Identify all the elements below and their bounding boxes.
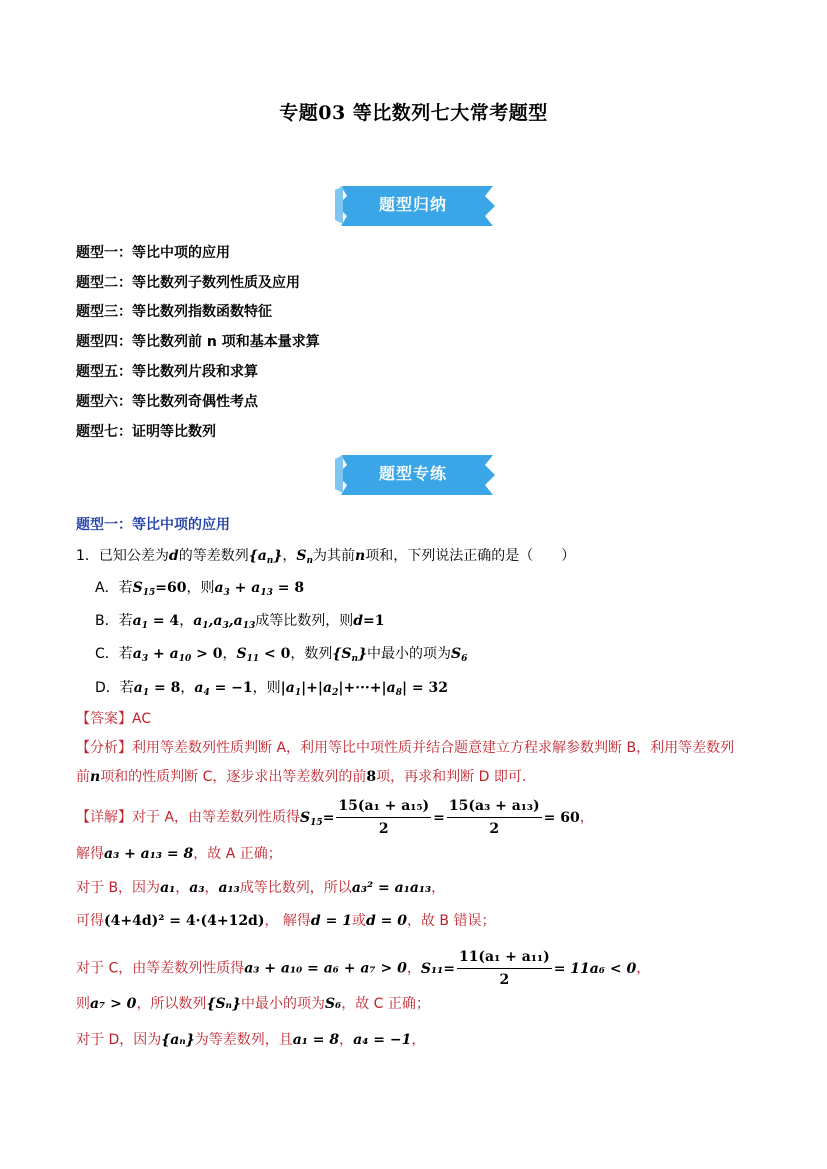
toc-item-5: 题型五：等比数列片段和求算 [76,364,258,380]
detail-line-1: 【详解】对于 A，由等差数列性质得$S_{15}=$ $\frac{\text{15(a₁ + a₁₅)}}{2}$ = $\frac{\text{15(a₃ + a₁₃)}}{2}$ = 60， [76,795,594,840]
banner-practice [333,453,501,497]
toc-item-1: 题型一：等比中项的应用 [76,245,230,261]
banner-summary-label: 题型归纳 [378,195,447,214]
option-d: D．若$a_1 = 8$，$a_4 = -1$，则$|a_1|+|a_2|+\cdot\cdot\cdot+|a_8| = 32$ [95,680,449,698]
detail-line-6: 则a₇ > 0，所以数列{Sₙ}中最小的项为S₆，故 C 正确； [76,996,430,1012]
detail-line-7: 对于 D，因为{aₙ}为等差数列，且a₁ = 8，a₄ = −1， [76,1032,426,1048]
toc-item-4: 题型四：等比数列前 n 项和基本量求算 [76,334,320,350]
banner-summary [333,184,501,228]
analysis-line-1: 【分析】利用等差数列性质判断 A，利用等比中项性质并结合题意建立方程求解参数判断 B，利用等差数列 [76,740,735,756]
option-c: C．若$a_3 + a_{10} > 0$，$S_{11} < 0$，数列$\{S_n\}$中最小的项为$S_6$ [95,646,468,664]
toc-item-3: 题型三：等比数列指数函数特征 [76,304,272,320]
detail-line-4: 可得(4+4d)² = 4·(4+12d)， 解得d = 1或d = 0，故 B 错误； [76,913,496,929]
detail-line-3: 对于 B，因为a₁，a₃，a₁₃成等比数列，所以a₃² = a₁a₁₃， [76,880,446,896]
detail-line-5: 对于 C，由等差数列性质得a₃ + a₁₀ = a₆ + a₇ > 0，S₁₁= $\frac{\text{11(a₁ + a₁₁)}}{2}$ = 11a₆ < 0， [76,946,650,991]
document-title: 专题03 等比数列七大常考题型 [279,102,548,124]
toc-item-6: 题型六：等比数列奇偶性考点 [76,394,258,410]
analysis-line-2: 前n项和的性质判断 C，逐步求出等差数列的前8项，再求和判断 D 即可. [76,769,527,785]
detail-line-2: 解得a₃ + a₁₃ = 8，故 A 正确； [76,846,282,862]
toc-item-2: 题型二：等比数列子数列性质及应用 [76,275,300,291]
toc-item-7: 题型七：证明等比数列 [76,424,216,440]
banner-practice-label: 题型专练 [378,464,447,483]
section-heading: 题型一：等比中项的应用 [76,517,230,533]
option-a: A．若$S_{15}=60$，则$a_3 + a_{13} = 8$ [95,580,305,598]
question-stem: 1．已知公差为d的等差数列$\{a_n\}$，$S_n$为其前n项和，下列说法正确的是（ ） [76,548,576,566]
option-b: B．若$a_1 = 4$，$a_1,a_3,a_{13}$成等比数列，则d=1 [95,613,385,631]
answer-line: 【答案】AC [76,711,152,727]
